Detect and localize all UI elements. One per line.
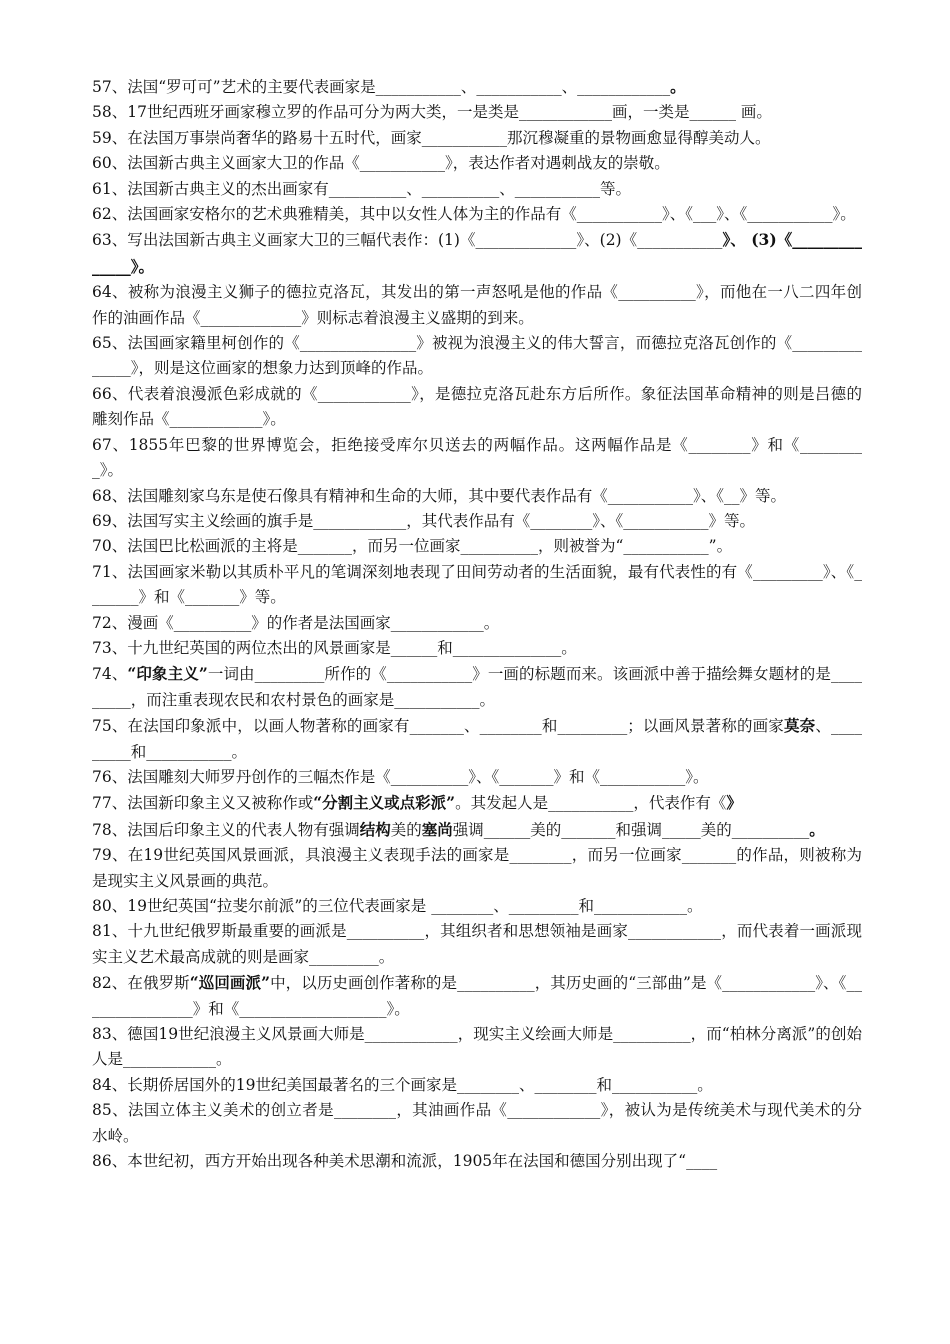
question-69 [92,509,862,534]
bold-text-segment: “巡回画派” [189,973,270,993]
text-segment: 58、17世纪西班牙画家穆立罗的作品可分为两大类，一是类是____________画，一类是______ 画。 [92,103,772,122]
question-58 [92,100,862,125]
question-60 [92,151,862,176]
text-segment: 66、代表着浪漫派色彩成就的《____________》，是德拉克洛瓦赴东方后所作。象征法国革命精神的则是吕德的雕刻作品《____________》。 [92,384,862,429]
question-72 [92,611,862,636]
question-59 [92,126,862,151]
text-segment: 70、法国巴比松画派的主将是_______，而另一位画家__________，则被誉为“___________”。 [92,537,733,556]
bold-text-segment: “印象主义” [127,664,208,684]
question-84 [92,1073,862,1098]
question-57 [92,74,862,100]
bold-text-segment: 塞尚 [421,819,453,839]
text-segment: 65、法国画家籍里柯创作的《_______________》被视为浪漫主义的伟大誓言，而德拉克洛瓦创作的《______________》，则是这位画家的想象力达到顶峰的作品。 [92,334,862,378]
question-68 [92,484,862,509]
question-74 [92,661,862,713]
question-80 [92,894,862,919]
question-86 [92,1149,862,1174]
bold-text-segment: 》 [726,793,742,813]
question-63 [92,227,862,280]
text-segment: 80、19世纪英国“拉斐尔前派”的三位代表画家是 ________、_________和____________。 [92,897,703,915]
text-segment: 67、1855年巴黎的世界博览会，拒绝接受库尔贝送去的两幅作品。这两幅作品是《________》和《_________》。 [92,435,862,480]
text-segment: 59、在法国万事崇尚奢华的路易十五时代，画家___________那沉穆凝重的景物画愈显得醇美动人。 [92,128,771,147]
text-segment: 86、本世纪初，西方开始出现各种美术思潮和流派，1905年在法国和德国分别出现了“____ [92,1152,718,1171]
question-85 [92,1098,862,1149]
question-66 [92,382,862,433]
bold-text-segment: 》、 (3)《______________》。 [92,230,863,276]
question-62 [92,202,862,227]
bold-text-segment: 。 [809,819,825,839]
text-segment: 75、在法国印象派中，以画人物著称的画家有_______、________和_________；以画风景著称的画家 [92,717,784,736]
question-65 [92,331,862,382]
bold-text-segment: “分割主义或点彩派” [313,793,456,813]
text-segment: 85、法国立体主义美术的创立者是________，其油画作品《____________》，被认为是传统美术与现代美术的分水岭。 [92,1101,862,1145]
text-segment: 73、十九世纪英国的两位杰出的风景画家是______和______________。 [92,638,577,657]
question-61 [92,177,862,202]
text-segment: 。其发起人是___________，代表作有《 [455,794,727,813]
question-64 [92,280,862,331]
text-segment: 76、法国雕刻大师罗丹创作的三幅杰作是《__________》、《_______》和《___________》。 [92,767,709,786]
text-segment: 77、法国新印象主义又被称作或 [92,794,314,813]
question-76 [92,765,862,790]
text-segment: 83、德国19世纪浪漫主义风景画大师是____________，现实主义绘画大师是__________，而“柏林分离派”的创始人是____________。 [92,1025,862,1069]
bold-text-segment: 。 [670,77,686,96]
text-segment: 69、法国写实主义绘画的旗手是____________，其代表作品有《________》、《___________》等。 [92,511,755,530]
bold-text-segment: 莫奈 [783,716,816,736]
question-75 [92,713,862,765]
text-segment: 63、写出法国新古典主义画家大卫的三幅代表作：(1)《_____________》、(2)《___________ [92,231,723,250]
text-segment: 美的 [390,820,422,839]
text-segment: 72、漫画《__________》的作者是法国画家____________。 [92,613,500,632]
text-segment: 74、 [92,665,128,684]
text-segment: 71、法国画家米勒以其质朴平凡的笔调深刻地表现了田间劳动者的生活面貌，最有代表性的有《_________》、《_______》和《_______》等。 [92,562,862,607]
question-67 [92,433,862,484]
question-82 [92,970,862,1022]
bold-text-segment: 结构 [359,819,391,839]
text-segment: 68、法国雕刻家乌东是使石像具有精神和生命的大师，其中要代表作品有《___________》、《__》等。 [92,486,786,505]
text-segment: 强调______美的_______和强调_____美的__________ [452,820,810,839]
question-78 [92,817,862,843]
question-70 [92,534,862,559]
text-segment: 81、十九世纪俄罗斯最重要的画派是__________，其组织者和思想领袖是画家____________，而代表着一画派现实主义艺术最高成就的则是画家_________。 [92,922,862,966]
question-73 [92,636,862,661]
text-segment: 78、法国后印象主义的代表人物有强调 [92,820,360,839]
text-segment: 64、被称为浪漫主义狮子的德拉克洛瓦，其发出的第一声怒吼是他的作品《__________》，而他在一八二四年创作的油画作品《_____________》则标志着浪漫主义盛期的到来。 [92,283,862,327]
text-segment: 84、长期侨居国外的19世纪美国最著名的三个画家是________、________和___________。 [92,1075,713,1094]
text-segment: 60、法国新古典主义画家大卫的作品《___________》，表达作者对遇刺战友的崇敬。 [92,154,670,173]
question-71 [92,560,862,611]
text-segment: 、_________和___________。 [92,717,862,761]
text-segment: 中，以历史画创作著称的是__________，其历史画的“三部曲”是《____________》、《_______________》和《___________________》。 [92,974,862,1018]
question-list [92,74,862,1174]
text-segment: 57、法国“罗可可”艺术的主要代表画家是___________、___________、____________ [92,78,671,96]
question-79 [92,843,862,894]
question-81 [92,919,862,970]
text-segment: 82、在俄罗斯 [92,974,190,993]
text-segment: 一词由_________所作的《___________》一画的标题而来。该画派中善于描绘舞女题材的是_________，而注重表现农民和农村景色的画家是___________。 [92,665,862,709]
question-83 [92,1022,862,1073]
question-77 [92,790,862,816]
text-segment: 79、在19世纪英国风景画派，具浪漫主义表现手法的画家是________，而另一位画家_______的作品，则被称为是现实主义风景画的典范。 [92,846,862,890]
text-segment: 61、法国新古典主义的杰出画家有__________、__________、___________等。 [92,179,631,198]
text-segment: 62、法国画家安格尔的艺术典雅精美，其中以女性人体为主的作品有《___________》、《___》、《___________》。 [92,205,856,224]
